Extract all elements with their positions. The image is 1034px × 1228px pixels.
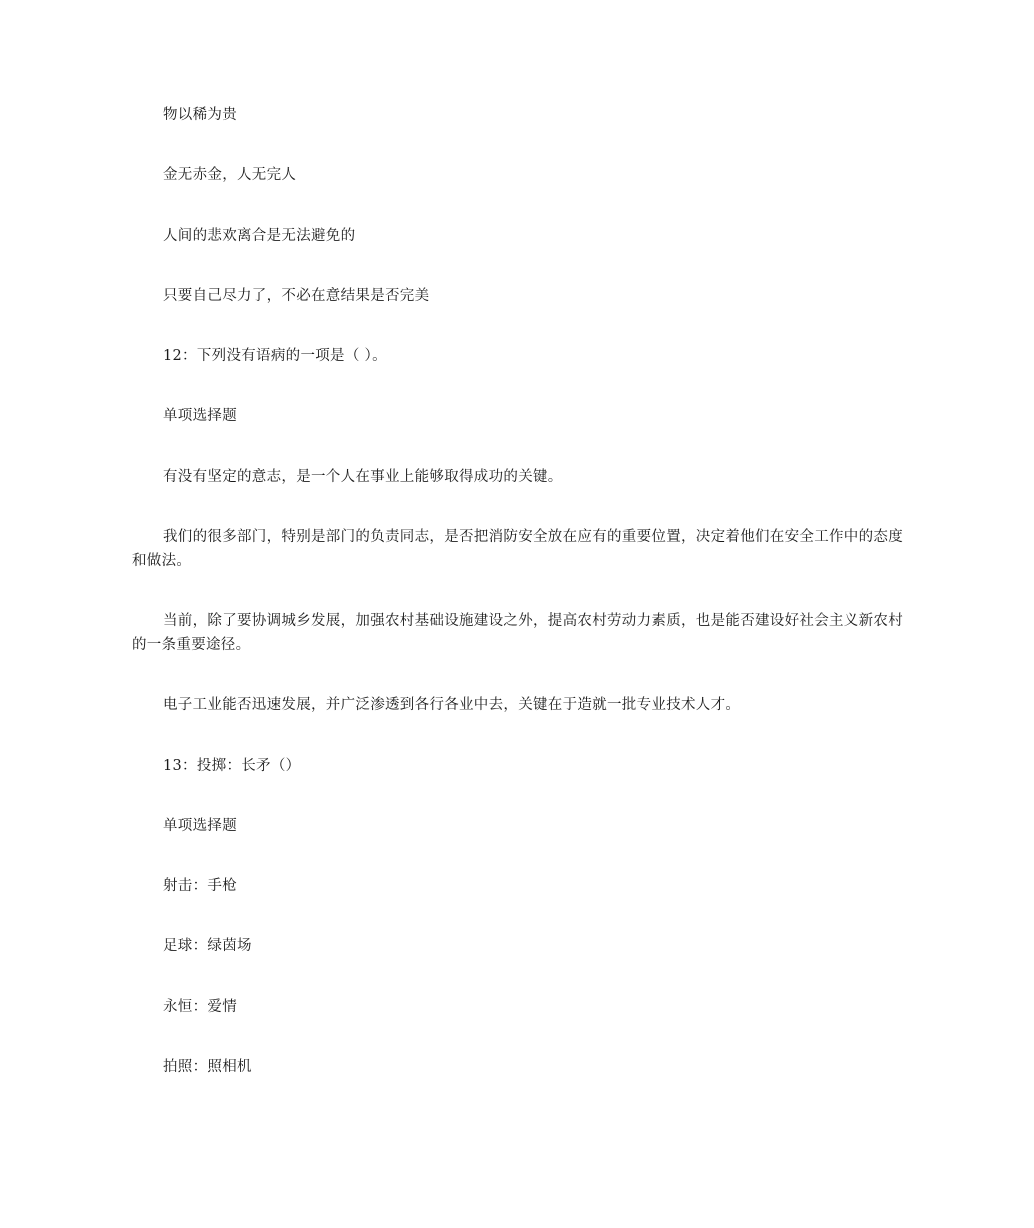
option-text: 射击：手枪 (163, 878, 237, 894)
option-text: 永恒：爱情 (163, 999, 237, 1015)
option-text: 金无赤金，人无完人 (163, 167, 297, 183)
option-text: 物以稀为贵 (163, 107, 237, 123)
option-text: 电子工业能否迅速发展，并广泛渗透到各行各业中去，关键在于造就一批专业技术人才。 (163, 697, 741, 713)
option-text: 足球：绿茵场 (163, 938, 252, 954)
option-text: 我们的很多部门，特别是部门的负责同志，是否把消防安全放在应有的重要位置，决定着他们在安全工作中的态度和做法。 (132, 529, 903, 569)
option-text: 人间的悲欢离合是无法避免的 (163, 228, 356, 244)
question-type-label: 单项选择题 (163, 818, 237, 834)
option-text: 有没有坚定的意志，是一个人在事业上能够取得成功的关键。 (163, 469, 563, 485)
question-text: 12：下列没有语病的一项是（ ）。 (163, 348, 387, 364)
option-text: 当前，除了要协调城乡发展，加强农村基础设施建设之外，提高农村劳动力素质，也是能否建设好社会主义新农村的一条重要途径。 (132, 613, 903, 653)
question-text: 13：投掷：长矛（） (163, 758, 301, 774)
option-text: 拍照：照相机 (163, 1059, 252, 1075)
option-text: 只要自己尽力了，不必在意结果是否完美 (163, 288, 430, 304)
question-type-label: 单项选择题 (163, 408, 237, 424)
